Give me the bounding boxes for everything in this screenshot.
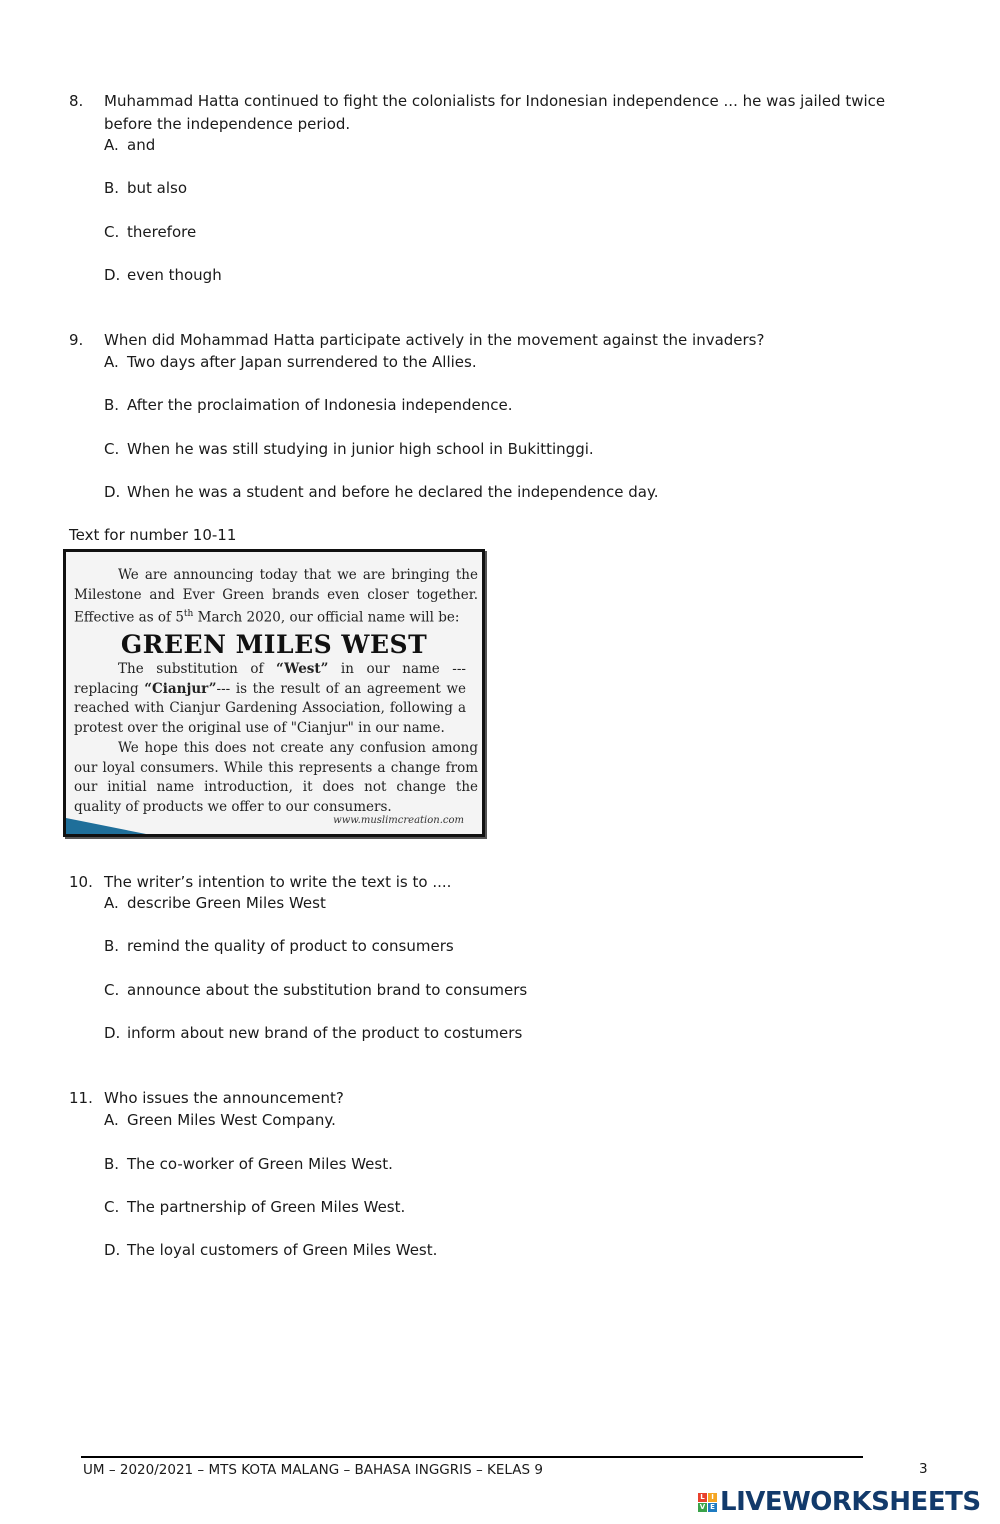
option-text: When he was a student and before he declared the independence day. [127,483,659,501]
text-reference-label: Text for number 10-11 [69,526,237,544]
p2-text: The substitution of [118,661,276,677]
footer-exam-info: UM – 2020/2021 – MTS KOTA MALANG – BAHASA INGGRIS – KELAS 9 [83,1462,543,1478]
option-text: After the proclaimation of Indonesia independence. [127,396,513,414]
question-10-number: 10. [69,873,93,891]
announcement-source-url: www.muslimcreation.com [333,815,464,826]
option-text: The loyal customers of Green Miles West. [127,1241,438,1259]
option-text: announce about the substitution brand to consumers [127,981,528,999]
question-9-option-c [104,440,594,458]
corner-wedge-decoration [66,818,146,834]
option-letter: C. [104,223,120,241]
p1-text-end: March 2020, our official name will be: [193,609,460,626]
option-letter: C. [104,981,120,999]
option-text: Two days after Japan surrendered to the Allies. [127,353,477,371]
p2-text-mid: in our name --- replacing [74,661,466,697]
page-number: 3 [919,1461,928,1477]
option-text: The partnership of Green Miles West. [127,1198,406,1216]
option-text: and [127,136,156,154]
option-letter: D. [104,266,121,284]
option-letter: D. [104,1024,121,1042]
option-letter: D. [104,483,121,501]
option-text: inform about new brand of the product to costumers [127,1024,523,1042]
option-letter: B. [104,179,120,197]
option-text: The co-worker of Green Miles West. [127,1155,393,1173]
question-10-text: The writer’s intention to write the text is to .... [104,873,452,891]
liveworksheets-logo[interactable] [698,1487,981,1517]
p2-text-end: --- is the result of an agreement we reached with Cianjur Gardening Association, following a protest over the original use of "Cianjur" in our name. [74,680,466,736]
option-letter: C. [104,1198,120,1216]
option-letter: A. [104,136,119,154]
footer-divider [81,1456,863,1458]
logo-tile-v: V [699,1502,706,1511]
logo-tile-i: I [708,1493,717,1502]
question-8-option-b [104,179,187,197]
question-10-option-b [104,937,454,955]
question-9-number: 9. [69,331,84,349]
p2-west: “West” [276,661,329,677]
question-9-option-b [104,396,513,414]
announcement-paragraph-2 [74,660,466,738]
question-9-option-d [104,483,659,501]
question-8-number: 8. [69,92,84,110]
p1-superscript: th [183,609,194,619]
question-11-option-c [104,1198,405,1216]
question-11-number: 11. [69,1089,93,1107]
announcement-image [63,549,485,837]
logo-tile-e: E [708,1503,717,1512]
liveworksheets-logo-icon [698,1493,717,1512]
option-text: describe Green Miles West [127,894,326,912]
announcement-brand-name: GREEN MILES WEST [120,630,428,659]
option-text: therefore [127,223,197,241]
question-9-text: When did Mohammad Hatta participate actively in the movement against the invaders? [104,331,765,349]
option-text: Green Miles West Company. [127,1111,336,1129]
liveworksheets-logo-text: LIVEWORKSHEETS [720,1487,981,1517]
option-letter: C. [104,440,120,458]
question-8-option-a [104,136,155,154]
question-10-option-c [104,981,527,999]
option-letter: A. [104,353,119,371]
question-10-option-d [104,1024,522,1042]
question-10-option-a [104,894,326,912]
question-8-text: Muhammad Hatta continued to fight the colonialists for Indonesian independence ... he was jailed twice before the independence period. [104,92,886,133]
option-letter: A. [104,894,119,912]
option-letter: A. [104,1111,119,1129]
option-text: but also [127,179,188,197]
question-11-text: Who issues the announcement? [104,1089,344,1107]
p1-text: We are announcing today that we are bringing the Milestone and Ever Green brands even closer together. Effective as of 5 [74,567,478,626]
option-letter: B. [104,1155,120,1173]
question-11-option-b [104,1155,393,1173]
announcement-paragraph-1 [74,566,478,628]
option-letter: D. [104,1241,121,1259]
question-11-option-a [104,1111,336,1129]
option-text: even though [127,266,222,284]
p2-cianjur: “Cianjur” [144,680,217,697]
option-letter: B. [104,937,120,955]
question-8-option-d [104,266,222,284]
option-text: remind the quality of product to consumers [127,937,454,955]
logo-tile-l: L [698,1493,707,1502]
option-letter: B. [104,396,120,414]
question-11-option-d [104,1241,437,1259]
question-8-option-c [104,223,196,241]
question-9-option-a [104,353,477,371]
option-text: When he was still studying in junior high school in Bukittinggi. [127,440,594,458]
announcement-paragraph-3: We hope this does not create any confusion among our loyal consumers. While this represents a change from our initial name introduction, it does not change the quality of products we offer to our consumers. [74,740,478,815]
